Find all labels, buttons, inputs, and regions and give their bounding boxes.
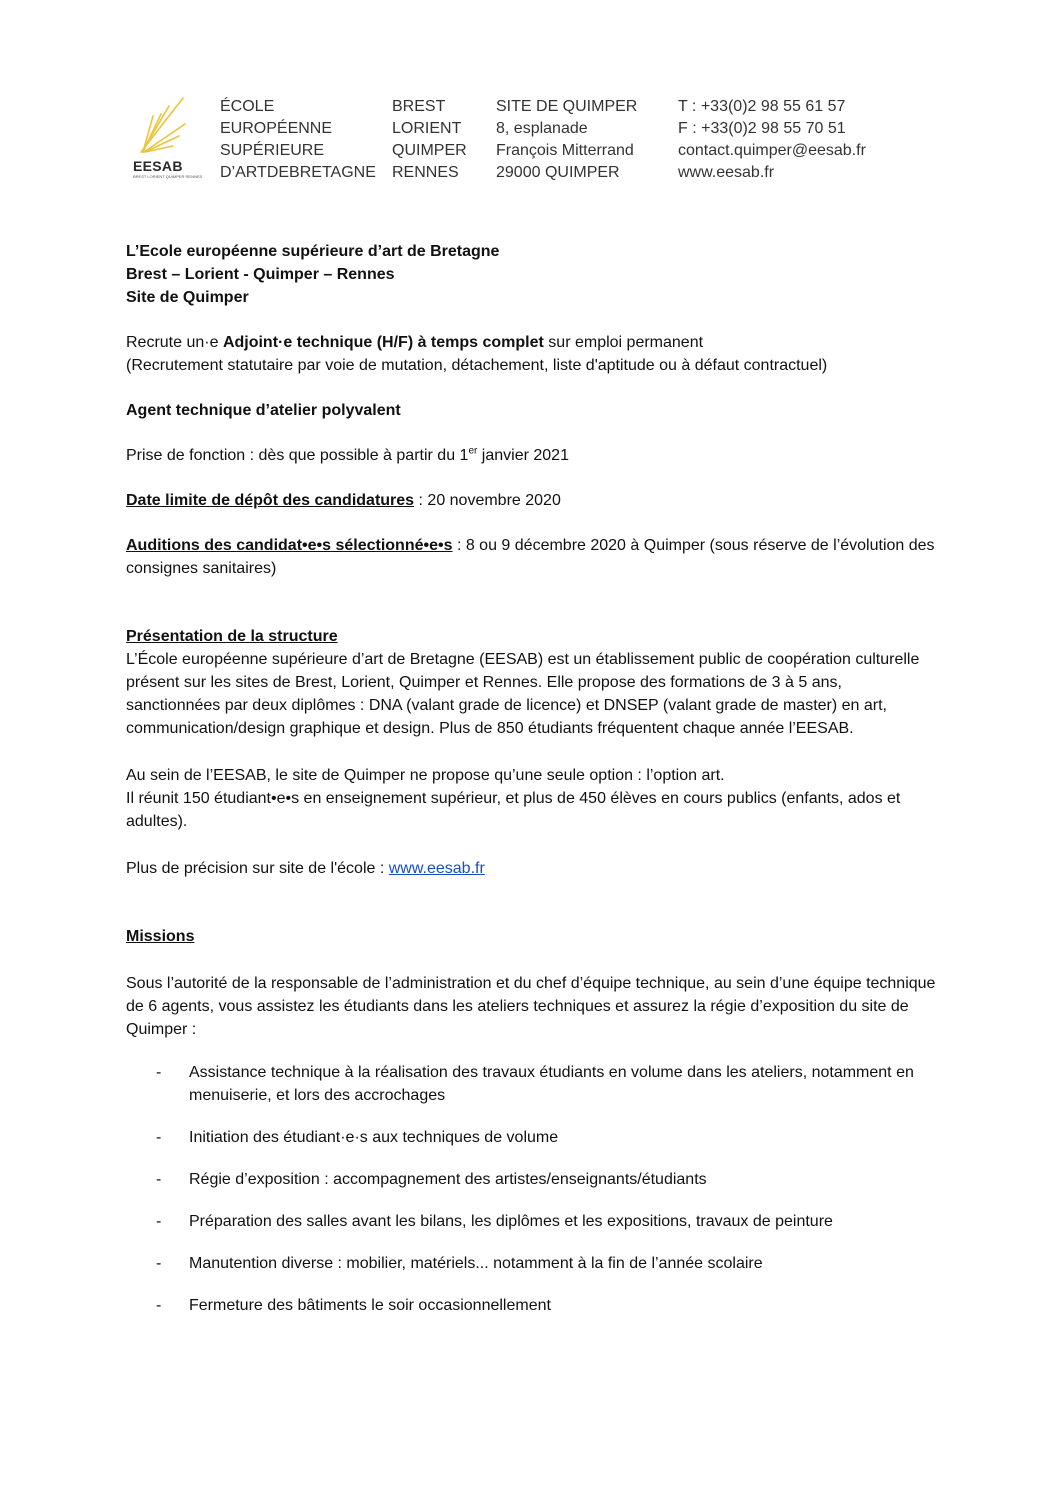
presentation-title: Présentation de la structure [126, 628, 338, 645]
address-line: François Mitterrand [496, 142, 634, 159]
list-dash: - [156, 1064, 162, 1081]
position-title: Adjoint·e technique (H/F) à temps complet [222, 334, 544, 351]
deadline-value: : 20 novembre 2020 [414, 492, 561, 509]
deadline-line [126, 489, 936, 512]
site-address-block [496, 96, 637, 184]
cities-block [392, 96, 467, 184]
heading-cities: Brest – Lorient - Quimper – Rennes [126, 266, 395, 283]
school-line: D’ARTDEBRETAGNE [220, 164, 376, 181]
start-superscript: er [468, 445, 478, 457]
contact-block [678, 96, 866, 184]
mission-text: Initiation des étudiant·e·s aux techniques de volume [189, 1129, 559, 1146]
list-dash: - [156, 1255, 162, 1272]
mission-text: Régie d’exposition : accompagnement des artistes/enseignants/étudiants [189, 1171, 707, 1188]
more-info-text: Plus de précision sur site de l'école : [126, 860, 389, 877]
website-line: www.eesab.fr [678, 164, 775, 181]
list-item [126, 1210, 936, 1233]
start-rest: janvier 2021 [477, 447, 569, 464]
mission-text: Assistance technique à la réalisation des travaux étudiants en volume dans les ateliers, notamment en menuiserie, et lors des accrochages [189, 1064, 914, 1104]
heading-block [126, 240, 936, 309]
heading-site: Site de Quimper [126, 289, 249, 306]
missions-title: Missions [126, 928, 195, 945]
auditions-value: : 8 ou 9 décembre 2020 à Quimper (sous réserve de l’évolution des consignes sanitaires) [126, 537, 935, 577]
missions-list [126, 1061, 936, 1317]
list-item [126, 1294, 936, 1317]
deadline-label: Date limite de dépôt des candidatures [126, 492, 415, 509]
school-line: ÉCOLE [220, 98, 275, 115]
heading-school: L’Ecole européenne supérieure d’art de Bretagne [126, 243, 500, 260]
city-line: RENNES [392, 164, 459, 181]
school-line: EUROPÉENNE [220, 120, 333, 137]
quimper-students-line: Il réunit 150 étudiant•e•s en enseignement supérieur, et plus de 450 élèves en cours publics (enfants, ados et adultes). [126, 790, 901, 830]
city-line: LORIENT [392, 120, 462, 137]
list-item [126, 1126, 936, 1149]
start-text: Prise de fonction : dès que possible à partir du 1 [126, 447, 469, 464]
logo-name: EESAB [133, 158, 183, 174]
presentation-paragraph: L’École européenne supérieure d’art de Bretagne (EESAB) est un établissement public de coopération culturelle présent sur les sites de Brest, Lorient, Quimper et Rennes. Elle propose des formations de 3 à 5 ans, sanctionnées par deux diplômes : DNA (valant grade de licence) et DNSEP (valant grade de master) en art, communication/design graphique et design. Plus de 850 étudiants fréquentent chaque année l’EESAB. [126, 651, 920, 737]
address-line: 29000 QUIMPER [496, 164, 620, 181]
offer-line [126, 331, 936, 354]
sunburst-icon [133, 94, 203, 156]
city-line: BREST [392, 98, 446, 115]
school-name-block [220, 96, 376, 184]
start-date [126, 444, 936, 467]
document-body [126, 240, 936, 1336]
address-line: 8, esplanade [496, 120, 588, 137]
list-item [126, 1252, 936, 1275]
eesab-website-link[interactable]: www.eesab.fr [388, 860, 485, 877]
list-dash: - [156, 1171, 162, 1188]
list-item [126, 1061, 936, 1107]
job-title: Agent technique d’atelier polyvalent [126, 402, 401, 419]
fax-line: F : +33(0)2 98 55 70 51 [678, 120, 846, 137]
mission-text: Préparation des salles avant les bilans, les diplômes et les expositions, travaux de peinture [189, 1213, 833, 1230]
city-line: QUIMPER [392, 142, 467, 159]
address-line: SITE DE QUIMPER [496, 98, 638, 115]
eesab-logo [133, 94, 203, 184]
list-item [126, 1168, 936, 1191]
offer-suffix: sur emploi permanent [543, 334, 704, 351]
more-info-line [126, 857, 936, 880]
offer-prefix: Recrute un·e [126, 334, 223, 351]
logo-tagline: BREST LORIENT QUIMPER RENNES [133, 174, 203, 179]
auditions-line [126, 534, 936, 580]
mission-text: Fermeture des bâtiments le soir occasionnellement [189, 1297, 551, 1314]
letterhead [0, 0, 1058, 200]
mission-text: Manutention diverse : mobilier, matériels... notamment à la fin de l’année scolaire [189, 1255, 763, 1272]
list-dash: - [156, 1297, 162, 1314]
list-dash: - [156, 1213, 162, 1230]
missions-intro: Sous l’autorité de la responsable de l’administration et du chef d’équipe technique, au sein d’une équipe technique de 6 agents, vous assistez les étudiants dans les ateliers techniques et assurez la régie d’exposition du site de Quimper : [126, 975, 936, 1038]
email-line: contact.quimper@eesab.fr [678, 142, 866, 159]
quimper-option-line: Au sein de l’EESAB, le site de Quimper ne propose qu’une seule option : l’option art. [126, 767, 725, 784]
recruitment-note: (Recrutement statutaire par voie de mutation, détachement, liste d'aptitude ou à défaut contractuel) [126, 357, 828, 374]
list-dash: - [156, 1129, 162, 1146]
phone-line: T : +33(0)2 98 55 61 57 [678, 98, 846, 115]
auditions-label: Auditions des candidat•e•s sélectionné•e•s [126, 537, 453, 554]
school-line: SUPÉRIEURE [220, 142, 325, 159]
